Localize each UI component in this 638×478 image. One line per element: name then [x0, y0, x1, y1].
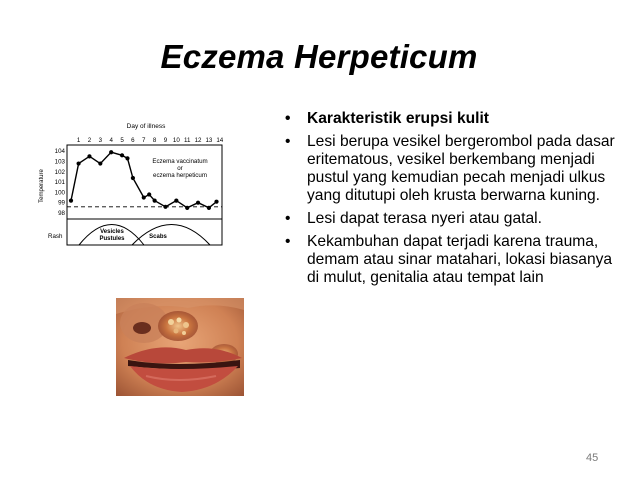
x-tick-labels — [77, 137, 224, 144]
x-tick-label: 5 — [120, 137, 124, 144]
x-tick-label: 1 — [76, 137, 81, 144]
temperature-point — [214, 200, 218, 204]
rash-phase-vesicles: Vesicles — [100, 229, 124, 235]
temperature-point — [120, 153, 124, 157]
bullet-item — [283, 133, 618, 205]
x-tick-label: 4 — [109, 137, 113, 144]
x-tick-label: 10 — [172, 137, 180, 144]
bullet-text: Lesi dapat terasa nyeri atau gatal. — [307, 210, 542, 227]
bullet-text: Lesi berupa vesikel bergerombol pada dasar eritematous, vesikel berkembang menjadi pustul yang kemudian pecah menjadi ulkus yang ditutupi oleh krusta berwarna kuning. — [307, 133, 615, 204]
temperature-point — [163, 205, 167, 209]
page-number: 45 — [586, 452, 599, 464]
x-tick-label: 9 — [163, 137, 168, 144]
x-tick-label: 14 — [216, 137, 224, 144]
temperature-point — [207, 206, 211, 210]
x-tick-label: 6 — [131, 137, 135, 144]
slide-title: Eczema Herpeticum — [160, 38, 478, 75]
bullet-dot: • — [285, 133, 291, 150]
rash-label: Rash — [48, 233, 63, 240]
bullet-item — [283, 110, 618, 128]
y-tick-label: 98 — [58, 210, 65, 217]
temperature-point — [125, 156, 129, 160]
x-tick-label: 7 — [142, 137, 146, 144]
temperature-point — [185, 206, 189, 210]
bullet-dot: • — [285, 210, 291, 227]
y-tick-label: 100 — [54, 189, 65, 197]
x-tick-label: 2 — [87, 137, 92, 144]
annotation-line-2: or — [177, 165, 183, 172]
y-tick-label: 104 — [54, 148, 65, 156]
temperature-point — [98, 161, 102, 165]
y-tick-label: 101 — [54, 179, 65, 187]
rash-phase-scabs: Scabs — [149, 234, 167, 240]
x-tick-label: 13 — [205, 137, 213, 144]
bullet-text: Karakteristik erupsi kulit — [307, 110, 490, 127]
temperature-chart — [34, 118, 234, 258]
temperature-point — [174, 199, 178, 203]
annotation-line-1: Eczema vaccinatum — [152, 158, 208, 165]
temperature-point — [153, 199, 157, 203]
y-tick-label: 103 — [54, 158, 65, 166]
chart-title: Day of illness — [126, 123, 166, 130]
clinical-photo-lips — [116, 298, 244, 396]
y-tick-label: 102 — [54, 168, 65, 176]
bullet-text: Kekambuhan dapat terjadi karena trauma, demam atau sinar matahari, lokasi biasanya di mulut, genitalia atau tempat lain — [307, 233, 613, 286]
temperature-point — [142, 195, 146, 199]
y-axis-label: Temperature — [39, 169, 45, 203]
bullet-dot: • — [285, 233, 291, 250]
bullet-item — [283, 210, 618, 228]
temperature-point — [131, 176, 135, 180]
temperature-point — [77, 161, 81, 165]
y-tick-labels — [55, 148, 66, 217]
scabs-curve — [132, 225, 210, 246]
temperature-point — [69, 199, 73, 203]
y-tick-label: 99 — [58, 199, 65, 207]
bullet-dot: • — [285, 110, 291, 127]
annotation-line-3: eczema herpeticum — [153, 172, 207, 179]
temperature-point — [196, 201, 200, 205]
temperature-point — [147, 192, 151, 196]
rash-phase-pustules: Pustules — [99, 236, 125, 242]
x-tick-label: 11 — [183, 137, 191, 144]
x-tick-label: 3 — [98, 137, 103, 144]
x-tick-label: 8 — [152, 137, 157, 144]
temperature-point — [87, 154, 91, 158]
temperature-point — [109, 150, 113, 154]
annotation — [152, 158, 207, 179]
x-tick-label: 12 — [194, 137, 202, 144]
bullet-item — [283, 233, 618, 287]
bullet-list — [283, 110, 618, 292]
